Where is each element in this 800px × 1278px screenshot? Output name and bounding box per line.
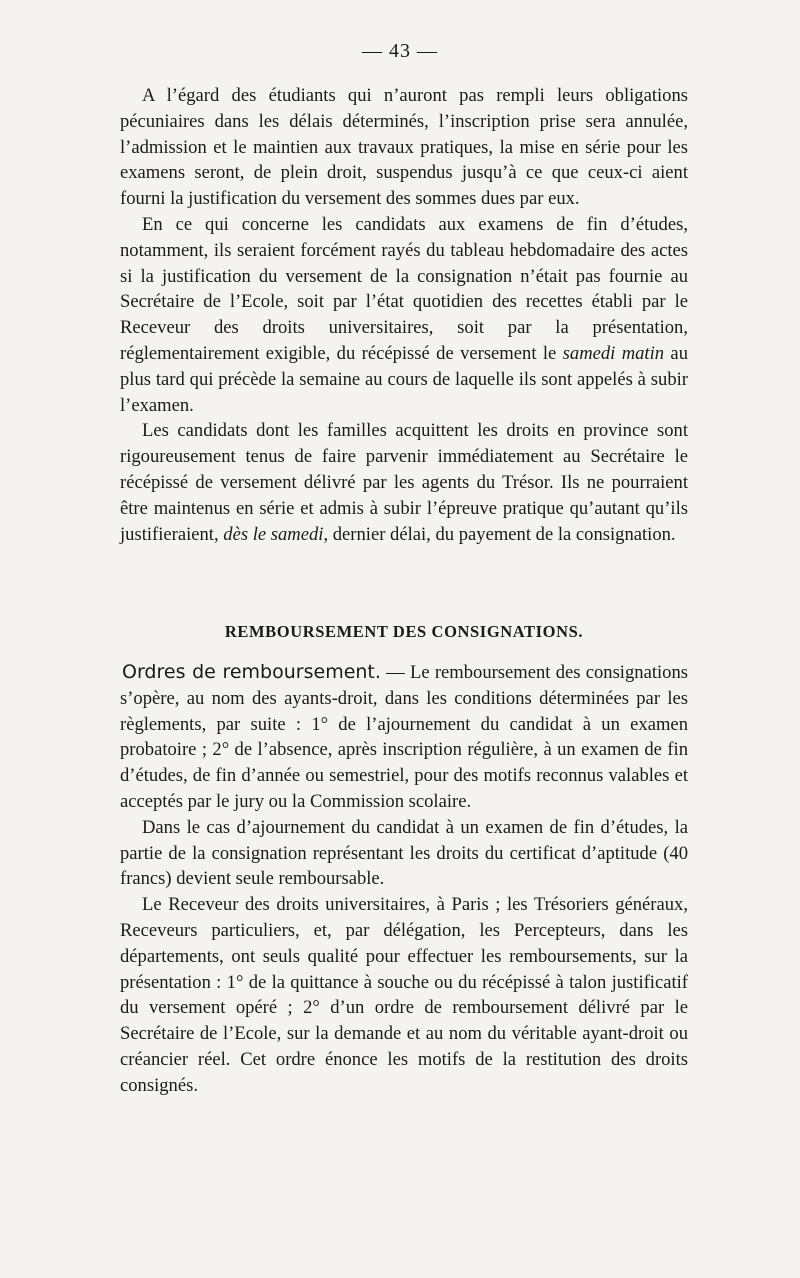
paragraph-text: Les candidats dont les familles acquittent les droits en province sont rigoureusement tenus de faire parvenir immédiatement au Secrétaire le récépissé de versement délivré par les agents du Trésor. Ils ne pourraient être maintenus en série et admis à subir l’épreuve pratique qu’autant qu’ils justifieraient, xyxy=(120,420,688,545)
paragraph-province-candidates xyxy=(120,418,688,547)
paragraph-end-of-study-candidates xyxy=(120,212,688,418)
paragraph-text: au plus tard qui précède la semaine au cours de laquelle ils sont appelés à subir l’examen. xyxy=(120,342,688,416)
section-heading: REMBOURSEMENT DES CONSIGNATIONS. xyxy=(224,622,584,641)
emphasis-des-le-samedi: dès le samedi xyxy=(223,523,324,545)
page-number: — 43 — xyxy=(362,40,438,62)
paragraph-text: , dernier délai, du payement de la consignation. xyxy=(323,523,676,545)
paragraph-text: En ce qui concerne les candidats aux examens de fin d’études, notamment, ils seraient forcément rayés du tableau hebdomadaire des actes si la justification du versement de la consignation n’était pas fournie au Secrétaire de l’Ecole, soit par l’état quotidien des recettes établi par le Receveur des droits universitaires, soit par la présentation, réglementairement exigible, du récépissé de versement le xyxy=(120,213,688,364)
text-block-bottom xyxy=(120,660,688,1099)
paragraph-refund-orders xyxy=(120,660,688,815)
paragraph-unpaid-students: A l’égard des étudiants qui n’auront pas rempli leurs obligations pécuniaires dans les délais déterminés, l’inscription prise sera annulée, l’admission et le maintien aux travaux pratiques, la mise en série pour les examens seront, de plein droit, suspendus jusqu’à ce que ceux-ci aient fourni la justification du versement des sommes dues par eux. xyxy=(120,85,688,210)
text-block-top xyxy=(120,83,688,547)
paragraph-adjournment: Dans le cas d’ajournement du candidat à un examen de fin d’études, la partie de la consignation représentant les droits du certificat d’aptitude (40 francs) devient seule remboursable. xyxy=(120,816,688,890)
paragraph-receivers: Le Receveur des droits universitaires, à Paris ; les Trésoriers généraux, Receveurs particuliers, et, par délégation, les Percepteurs, dans les départements, ont seuls qualité pour effectuer les remboursements, sur la présentation : 1° de la quittance à souche ou du récépissé à talon justificatif du versement opéré ; 2° d’un ordre de remboursement délivré par le Secrétaire de l’Ecole, sur la demande et au nom du véritable ayant-droit ou créancier réel. Cet ordre énonce les motifs de la restitution des droits consignés. xyxy=(120,894,688,1096)
paragraph-text: — Le remboursement des consignations s’opère, au nom des ayants-droit, dans les conditions déterminées par les règlements, par suite : 1° de l’ajournement du candidat à un examen probatoire ; 2° de l’absence, après inscription régulière, à un examen de fin d’études, de fin d’année ou semestriel, pour des motifs reconnus valables et acceptés par le jury ou la Commission scolaire. xyxy=(120,662,688,812)
side-heading: Ordres de remboursement. xyxy=(122,661,381,683)
emphasis-samedi-matin: samedi matin xyxy=(562,342,665,364)
